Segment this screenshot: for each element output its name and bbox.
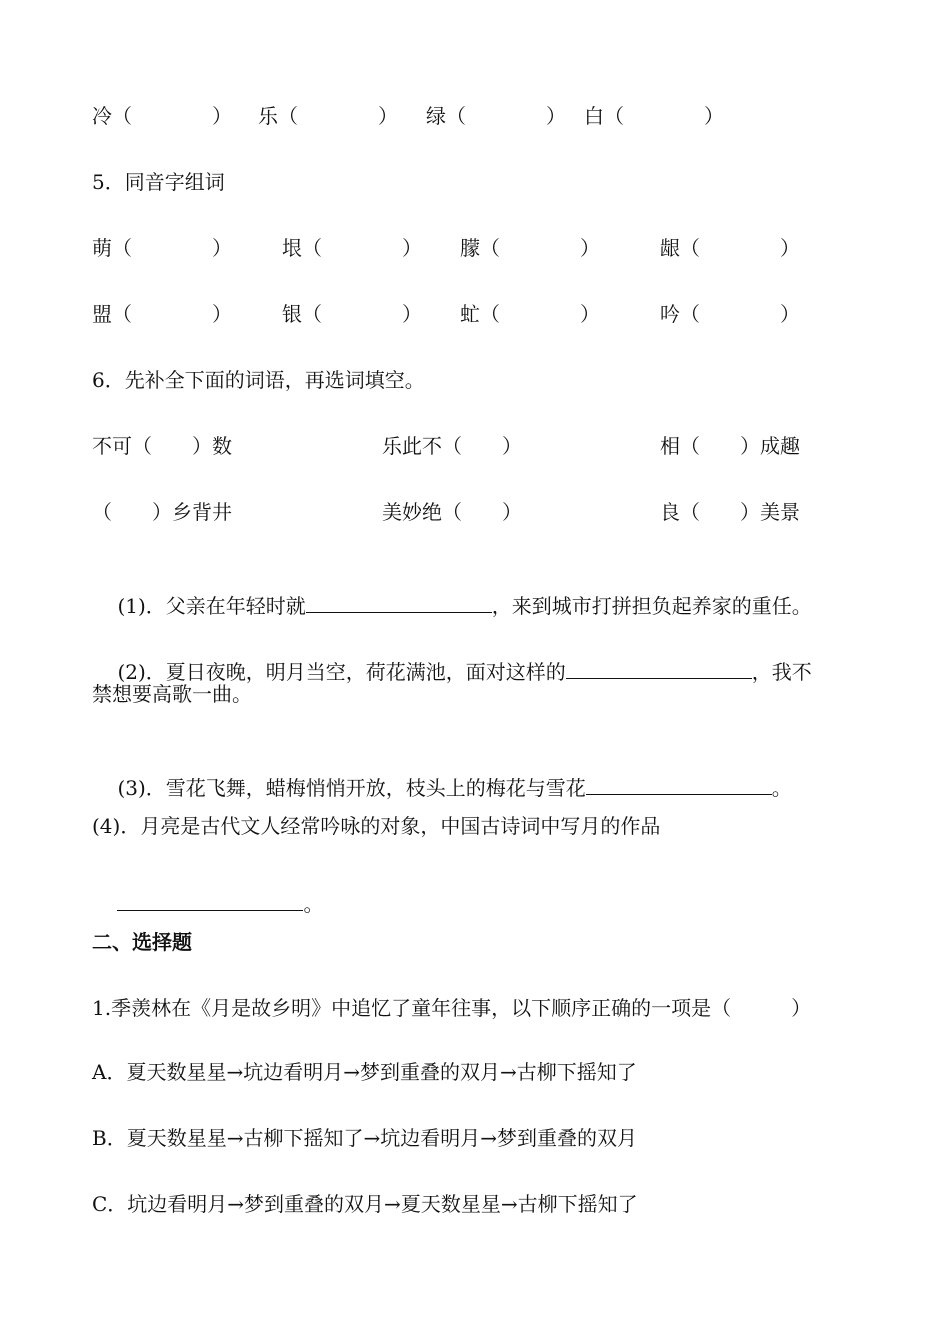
homophone-item: 盟（ ） bbox=[92, 302, 232, 326]
idiom-item: 不可（ ）数 bbox=[92, 434, 232, 458]
mc-option-a[interactable]: A．夏天数星星→坑边看明月→梦到重叠的双月→古柳下摇知了 bbox=[92, 1060, 637, 1084]
idiom-item: 乐此不（ ） bbox=[382, 434, 522, 458]
fill-sentence-4: (4)．月亮是古代文人经常吟咏的对象，中国古诗词中写月的作品 bbox=[92, 814, 661, 838]
homophone-item: 龈（ ） bbox=[660, 236, 800, 260]
idiom-item: 良（ ）美景 bbox=[660, 500, 800, 524]
antonym-item-2: 乐（ ） bbox=[258, 104, 398, 128]
mc-option-b[interactable]: B．夏天数星星→古柳下摇知了→坑边看明月→梦到重叠的双月 bbox=[92, 1126, 637, 1150]
homophone-item: 虻（ ） bbox=[460, 302, 600, 326]
homophone-item: 萌（ ） bbox=[92, 236, 232, 260]
fill-sentence-2-continued: 禁想要高歌一曲。 bbox=[92, 682, 252, 706]
section-heading: 二、选择题 bbox=[92, 930, 192, 954]
q6-title: 6．先补全下面的词语，再选词填空。 bbox=[92, 368, 425, 392]
answer-blank[interactable] bbox=[566, 658, 752, 679]
sentence-text: (1)．父亲在年轻时就 bbox=[117, 594, 306, 618]
antonym-item-4: 白（ ） bbox=[584, 104, 724, 128]
sentence-text: (2)．夏日夜晚，明月当空，荷花满池，面对这样的 bbox=[117, 660, 566, 684]
homophone-item: 垠（ ） bbox=[282, 236, 422, 260]
homophone-item: 银（ ） bbox=[282, 302, 422, 326]
idiom-item: 相（ ）成趣 bbox=[660, 434, 800, 458]
mc-option-c[interactable]: C．坑边看明月→梦到重叠的双月→夏天数星星→古柳下摇知了 bbox=[92, 1192, 638, 1216]
mc-question-1: 1.季羡林在《月是故乡明》中追忆了童年往事，以下顺序正确的一项是（ ） bbox=[92, 996, 812, 1020]
sentence-text: ，我不 bbox=[751, 660, 812, 684]
answer-blank[interactable] bbox=[586, 774, 772, 795]
homophone-item: 吟（ ） bbox=[660, 302, 800, 326]
homophone-item: 朦（ ） bbox=[460, 236, 600, 260]
idiom-item: 美妙绝（ ） bbox=[382, 500, 522, 524]
answer-blank[interactable] bbox=[117, 890, 303, 911]
antonym-item-1: 冷（ ） bbox=[92, 104, 232, 128]
q5-title: 5．同音字组词 bbox=[92, 170, 225, 194]
sentence-text: ，来到城市打拼担负起养家的重任。 bbox=[491, 594, 812, 618]
sentence-text: 。 bbox=[771, 776, 792, 800]
antonym-item-3: 绿（ ） bbox=[426, 104, 566, 128]
answer-blank[interactable] bbox=[306, 592, 492, 613]
sentence-text: 。 bbox=[303, 892, 324, 916]
idiom-item: （ ）乡背井 bbox=[92, 500, 232, 524]
sentence-text: (3)．雪花飞舞，蜡梅悄悄开放，枝头上的梅花与雪花 bbox=[117, 776, 586, 800]
